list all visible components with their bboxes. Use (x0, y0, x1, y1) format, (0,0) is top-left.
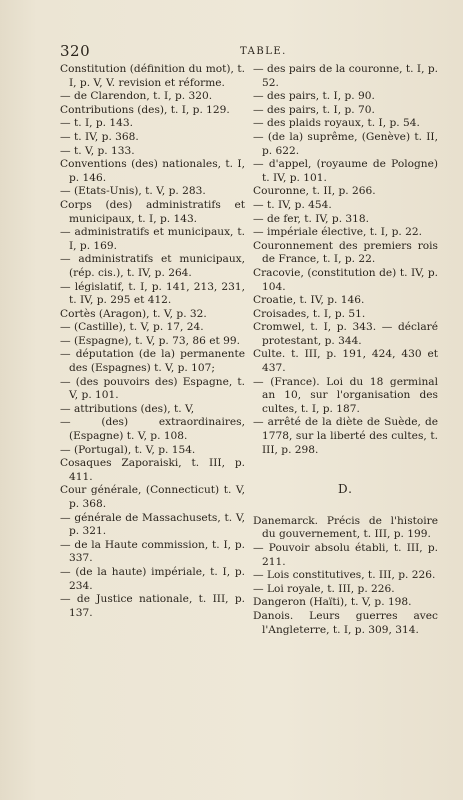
index-entry: — de la Haute commission, t. I, p. 337. (60, 538, 245, 565)
index-entry: Cracovie, (constitution de) t. IV, p. 104. (253, 266, 438, 293)
index-entry: — législatif, t. I, p. 141, 213, 231, t. IV, p. 295 et 412. (60, 280, 245, 307)
index-entry: — des plaids royaux, t. I, p. 54. (253, 117, 420, 130)
index-entry: Croisades, t. I, p. 51. (253, 307, 366, 320)
index-entry: Danois. Leurs guerres avec l'Angleterre, t. I, p. 309, 314. (253, 609, 438, 636)
index-entry: — (Castille), t. V, p. 17, 24. (60, 321, 204, 334)
index-entry: Couronnement des premiers rois de France, t. I, p. 22. (253, 239, 438, 266)
index-entry: — (de la) suprême, (Genève) t. II, p. 622. (253, 130, 438, 157)
index-entry: Cosaques Zaporaiski, t. III, p. 411. (60, 457, 245, 483)
section-d-entries (253, 515, 438, 637)
page-number: 320 (60, 42, 91, 60)
index-entry: — Pouvoir absolu établi, t. III, p. 211. (253, 542, 438, 568)
index-entry: Cromwel, t. I, p. 343. — déclaré protestant, p. 344. (253, 321, 438, 347)
index-entry: Cour générale, (Connecticut) t. V, p. 368. (60, 484, 245, 510)
index-entry: — générale de Massachusets, t. V, p. 321. (60, 511, 245, 538)
index-entry: Culte. t. III, p. 191, 424, 430 et 437. (253, 348, 438, 375)
index-entry: — (de la haute) impériale, t. I, p. 234. (60, 565, 245, 592)
index-entry: — administratifs et municipaux, (rép. cis.), t. IV, p. 264. (60, 253, 245, 279)
index-entry: — t. IV, p. 454. (253, 198, 332, 211)
section-letter-d: D. (337, 482, 353, 497)
index-entry: — (Espagne), t. V, p. 73, 86 et 99. (60, 334, 240, 347)
index-entry: — des pairs, t. I, p. 90. (253, 90, 375, 103)
index-entry: Couronne, t. II, p. 266. (253, 185, 376, 198)
index-entry: Danemarck. Précis de l'histoire du gouvernement, t. III, p. 199. (253, 514, 438, 541)
index-entry: — (Portugal), t. V, p. 154. (60, 443, 196, 456)
index-entry: Conventions (des) nationales, t. I, p. 146. (60, 158, 245, 184)
index-entry: — de fer, t. IV, p. 318. (253, 212, 370, 225)
right-column-entries (253, 63, 438, 457)
index-entry: — arrêté de la diète de Suède, de 1778, sur la liberté des cultes, t. III, p. 298. (253, 416, 438, 456)
index-entry: — des pairs de la couronne, t. I, p. 52. (253, 63, 438, 89)
index-entry: — attributions (des), t. V, (60, 402, 195, 415)
index-entry: — t. V, p. 133. (60, 144, 135, 157)
index-entry: Constitution (définition du mot), t. I, p. V, V. revision et réforme. (60, 63, 245, 89)
index-entry: Corps (des) administratifs et municipaux, t. I, p. 143. (60, 198, 245, 225)
index-entry: — Lois constitutives, t. III, p. 226. (253, 569, 436, 582)
left-column (60, 63, 245, 620)
index-entry: — t. IV, p. 368. (60, 130, 139, 143)
index-entry: — t. I, p. 143. (60, 117, 133, 130)
index-entry: Dangeron (Haïti), t. V, p. 198. (253, 596, 412, 609)
running-title: TABLE. (240, 46, 287, 57)
index-entry: — de Justice nationale, t. III, p. 137. (60, 593, 245, 619)
index-entry: — d'appel, (royaume de Pologne) t. IV, p. 101. (253, 158, 438, 184)
index-entry: — (France). Loi du 18 germinal an 10, sur l'organisation des cultes, t. I, p. 187. (253, 375, 438, 415)
index-entry: — Loi royale, t. III, p. 226. (253, 582, 395, 595)
index-entry: Croatie, t. IV, p. 146. (253, 294, 365, 307)
index-entry: — des pairs, t. I, p. 70. (253, 103, 375, 116)
index-entry: — de Clarendon, t. I, p. 320. (60, 90, 213, 103)
index-entry: — administratifs et municipaux, t. I, p. 169. (60, 226, 245, 252)
index-entry: Contributions (des), t. I, p. 129. (60, 103, 230, 116)
index-entry: — (des pouvoirs des) Espagne, t. V, p. 101. (60, 375, 245, 402)
index-entry: — (Etats-Unis), t. V, p. 283. (60, 185, 206, 198)
index-entry: Cortès (Aragon), t. V, p. 32. (60, 307, 207, 320)
right-column (253, 63, 438, 637)
index-entry: — députation (de la) permanente des (Espagnes) t. V, p. 107; (60, 348, 245, 375)
index-entry: — (des) extraordinaires, (Espagne) t. V, p. 108. (60, 416, 245, 443)
index-entry: — impériale élective, t. I, p. 22. (253, 226, 423, 239)
